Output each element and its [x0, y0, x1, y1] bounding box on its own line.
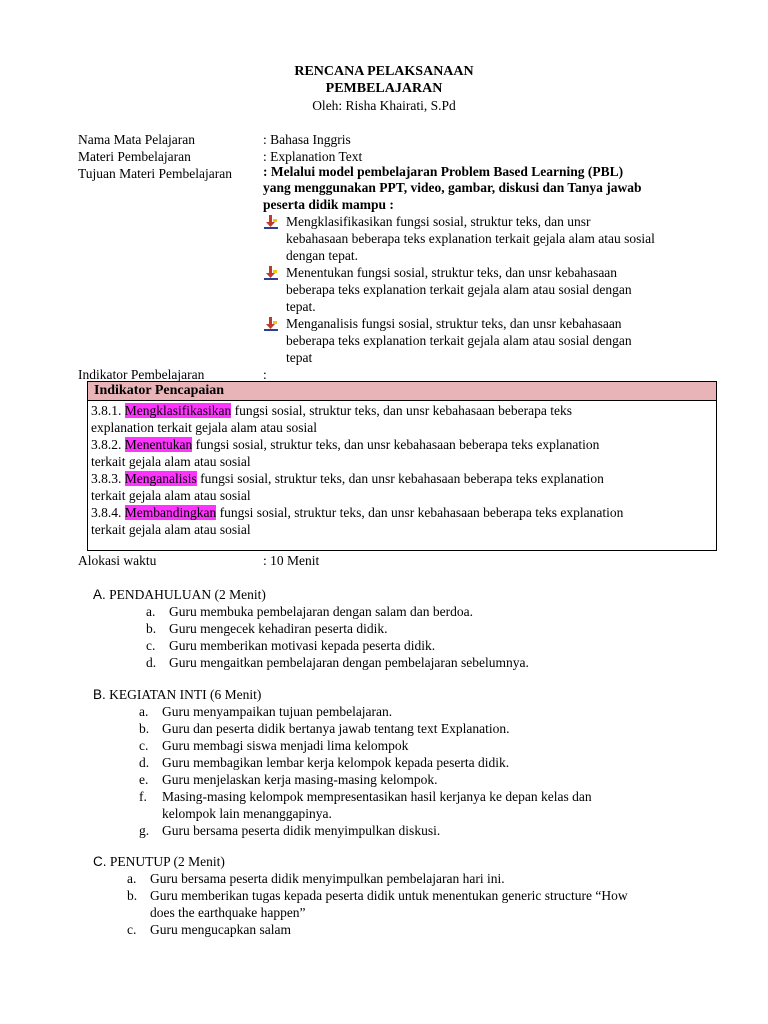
list-item: [139, 703, 733, 720]
list-marker: f.: [139, 789, 147, 804]
goal-bullet: [263, 213, 723, 264]
list-marker: e.: [139, 772, 149, 787]
indikator-number: 3.8.2.: [91, 437, 122, 452]
list-marker: c.: [146, 638, 156, 653]
indikator-text-line2: explanation terkait gejala alam atau sosial: [91, 420, 318, 435]
section-list: [139, 703, 733, 839]
section-title: PENDAHULUAN (2 Menit): [105, 587, 266, 602]
indikator-verb-highlight: Mengklasifikasikan: [124, 403, 232, 418]
goal-line: yang menggunakan PPT, video, gambar, diskusi dan Tanya jawab: [263, 180, 642, 195]
indikator-text: fungsi sosial, struktur teks, dan unsr kebahasaan beberapa teks explanation: [192, 437, 600, 452]
list-text: Masing-masing kelompok mempresentasikan hasil kerjanya ke depan kelas dan: [162, 789, 592, 804]
list-text: Guru membagi siswa menjadi lima kelompok: [162, 738, 409, 753]
list-text: Guru mengucapkan salam: [150, 922, 291, 937]
list-text: Guru dan peserta didik bertanya jawab tentang text Explanation.: [162, 721, 510, 736]
indikator-text-line2: terkait gejala alam atau sosial: [91, 488, 251, 503]
list-item: [146, 603, 733, 620]
list-text: Guru mengecek kehadiran peserta didik.: [169, 621, 388, 636]
indikator-text: fungsi sosial, struktur teks, dan unsr kebahasaan beberapa teks: [231, 403, 573, 418]
alokasi-value: : 10 Menit: [263, 553, 320, 568]
goal-continuation: [263, 179, 713, 213]
list-text: Guru memberikan motivasi kepada peserta didik.: [169, 638, 436, 653]
list-text-continuation: does the earthquake happen”: [150, 905, 306, 920]
document-title-line1: RENCANA PELAKSANAAN: [294, 64, 474, 79]
list-text: Guru memberikan tugas kepada peserta didik untuk menentukan generic structure “How: [150, 888, 628, 903]
list-item: [127, 921, 733, 938]
list-marker: b.: [139, 721, 150, 736]
list-item: [139, 788, 733, 822]
indikator-verb-highlight: Membandingkan: [124, 505, 217, 520]
meta-label-subject: Nama Mata Pelajaran: [78, 132, 195, 147]
document-author: Oleh: Risha Khairati, S.Pd: [312, 98, 456, 113]
list-item: [139, 754, 733, 771]
section-heading: [93, 686, 733, 703]
indikator-item: [91, 436, 712, 470]
indikator-number: 3.8.1.: [91, 403, 122, 418]
list-item: [146, 620, 733, 637]
list-text: Guru bersama peserta didik menyimpulkan pembelajaran hari ini.: [150, 871, 505, 886]
goal-bullet: [263, 264, 723, 315]
list-item: [139, 720, 733, 737]
list-marker: b.: [127, 888, 138, 903]
indikator-text: fungsi sosial, struktur teks, dan unsr kebahasaan beberapa teks explanation: [196, 471, 604, 486]
goal-bullet: [263, 315, 723, 366]
arrow-bullet-icon: [264, 266, 278, 280]
goal-bullet-line: beberapa teks explanation terkait gejala alam atau sosial dengan: [286, 333, 632, 348]
list-text: Guru membuka pembelajaran dengan salam dan berdoa.: [169, 604, 474, 619]
section-kegiatan-inti: [93, 686, 733, 839]
list-marker: c.: [127, 922, 137, 937]
section-title: PENUTUP (2 Menit): [106, 854, 225, 869]
alokasi-label: Alokasi waktu: [78, 553, 157, 568]
meta-label-goal: Tujuan Materi Pembelajaran: [78, 166, 232, 181]
meta-value-subject: : Bahasa Inggris: [263, 132, 351, 147]
section-heading: [93, 586, 733, 603]
meta-label-material: Materi Pembelajaran: [78, 149, 191, 164]
list-marker: a.: [127, 871, 137, 886]
list-item: [127, 887, 733, 921]
goal-bullet-line: Menentukan fungsi sosial, struktur teks, dan unsr kebahasaan: [286, 265, 618, 280]
indikator-text: fungsi sosial, struktur teks, dan unsr kebahasaan beberapa teks explanation: [216, 505, 624, 520]
indikator-verb-highlight: Menganalisis: [124, 471, 197, 486]
indikator-table-body: [88, 401, 716, 538]
indikator-verb-highlight: Menentukan: [124, 437, 193, 452]
indikator-table: [87, 381, 717, 551]
section-letter: B.: [93, 687, 106, 702]
meta-value-goal: : Melalui model pembelajaran Problem Based Learning (PBL): [263, 164, 624, 179]
list-text: Guru bersama peserta didik menyimpulkan diskusi.: [162, 823, 441, 838]
section-heading: [93, 853, 733, 870]
list-item: [139, 771, 733, 788]
section-letter: C.: [93, 854, 107, 869]
list-text-continuation: kelompok lain menanggapinya.: [162, 806, 332, 821]
indikator-item: [91, 470, 712, 504]
section-pendahuluan: [93, 586, 733, 671]
meta-value-material: : Explanation Text: [263, 149, 363, 164]
indikator-item: [91, 402, 712, 436]
goal-bullet-line: Menganalisis fungsi sosial, struktur teks, dan unsr kebahasaan: [286, 316, 622, 331]
goal-bullet-line: beberapa teks explanation terkait gejala alam atau sosial dengan: [286, 282, 632, 297]
list-item: [127, 870, 733, 887]
list-item: [146, 637, 733, 654]
list-item: [146, 654, 733, 671]
section-list: [146, 603, 733, 671]
list-marker: a.: [146, 604, 156, 619]
goal-bullet-line: dengan tepat.: [286, 248, 358, 263]
indikator-label: Indikator Pembelajaran: [78, 367, 205, 382]
list-text: Guru menjelaskan kerja masing-masing kelompok.: [162, 772, 438, 787]
arrow-bullet-icon: [264, 215, 278, 229]
goal-bullet-line: Mengklasifikasikan fungsi sosial, struktur teks, dan unsr: [286, 214, 591, 229]
list-item: [139, 737, 733, 754]
goal-bullet-line: tepat: [286, 350, 313, 365]
list-item: [139, 822, 733, 839]
indikator-text-line2: terkait gejala alam atau sosial: [91, 522, 251, 537]
indikator-number: 3.8.3.: [91, 471, 122, 486]
indikator-item: [91, 504, 712, 538]
list-text: Guru mengaitkan pembelajaran dengan pembelajaran sebelumnya.: [169, 655, 529, 670]
list-marker: b.: [146, 621, 157, 636]
indikator-colon: :: [263, 367, 267, 382]
goal-bullet-list: [263, 213, 723, 366]
list-text: Guru menyampaikan tujuan pembelajaran.: [162, 704, 393, 719]
section-title: KEGIATAN INTI (6 Menit): [105, 687, 262, 702]
list-marker: d.: [139, 755, 150, 770]
indikator-number: 3.8.4.: [91, 505, 122, 520]
list-marker: d.: [146, 655, 157, 670]
goal-line: peserta didik mampu :: [263, 197, 394, 212]
arrow-bullet-icon: [264, 317, 278, 331]
section-list: [127, 870, 733, 938]
goal-bullet-line: kebahasaan beberapa teks explanation terkait gejala alam atau sosial: [286, 231, 655, 246]
list-marker: g.: [139, 823, 150, 838]
list-text: Guru membagikan lembar kerja kelompok kepada peserta didik.: [162, 755, 510, 770]
indikator-table-header: Indikator Pencapaian: [88, 382, 716, 401]
list-marker: c.: [139, 738, 149, 753]
list-marker: a.: [139, 704, 149, 719]
section-penutup: [93, 853, 733, 938]
section-letter: A.: [93, 587, 106, 602]
indikator-text-line2: terkait gejala alam atau sosial: [91, 454, 251, 469]
goal-bullet-line: tepat.: [286, 299, 316, 314]
document-title-line2: PEMBELAJARAN: [325, 81, 443, 96]
